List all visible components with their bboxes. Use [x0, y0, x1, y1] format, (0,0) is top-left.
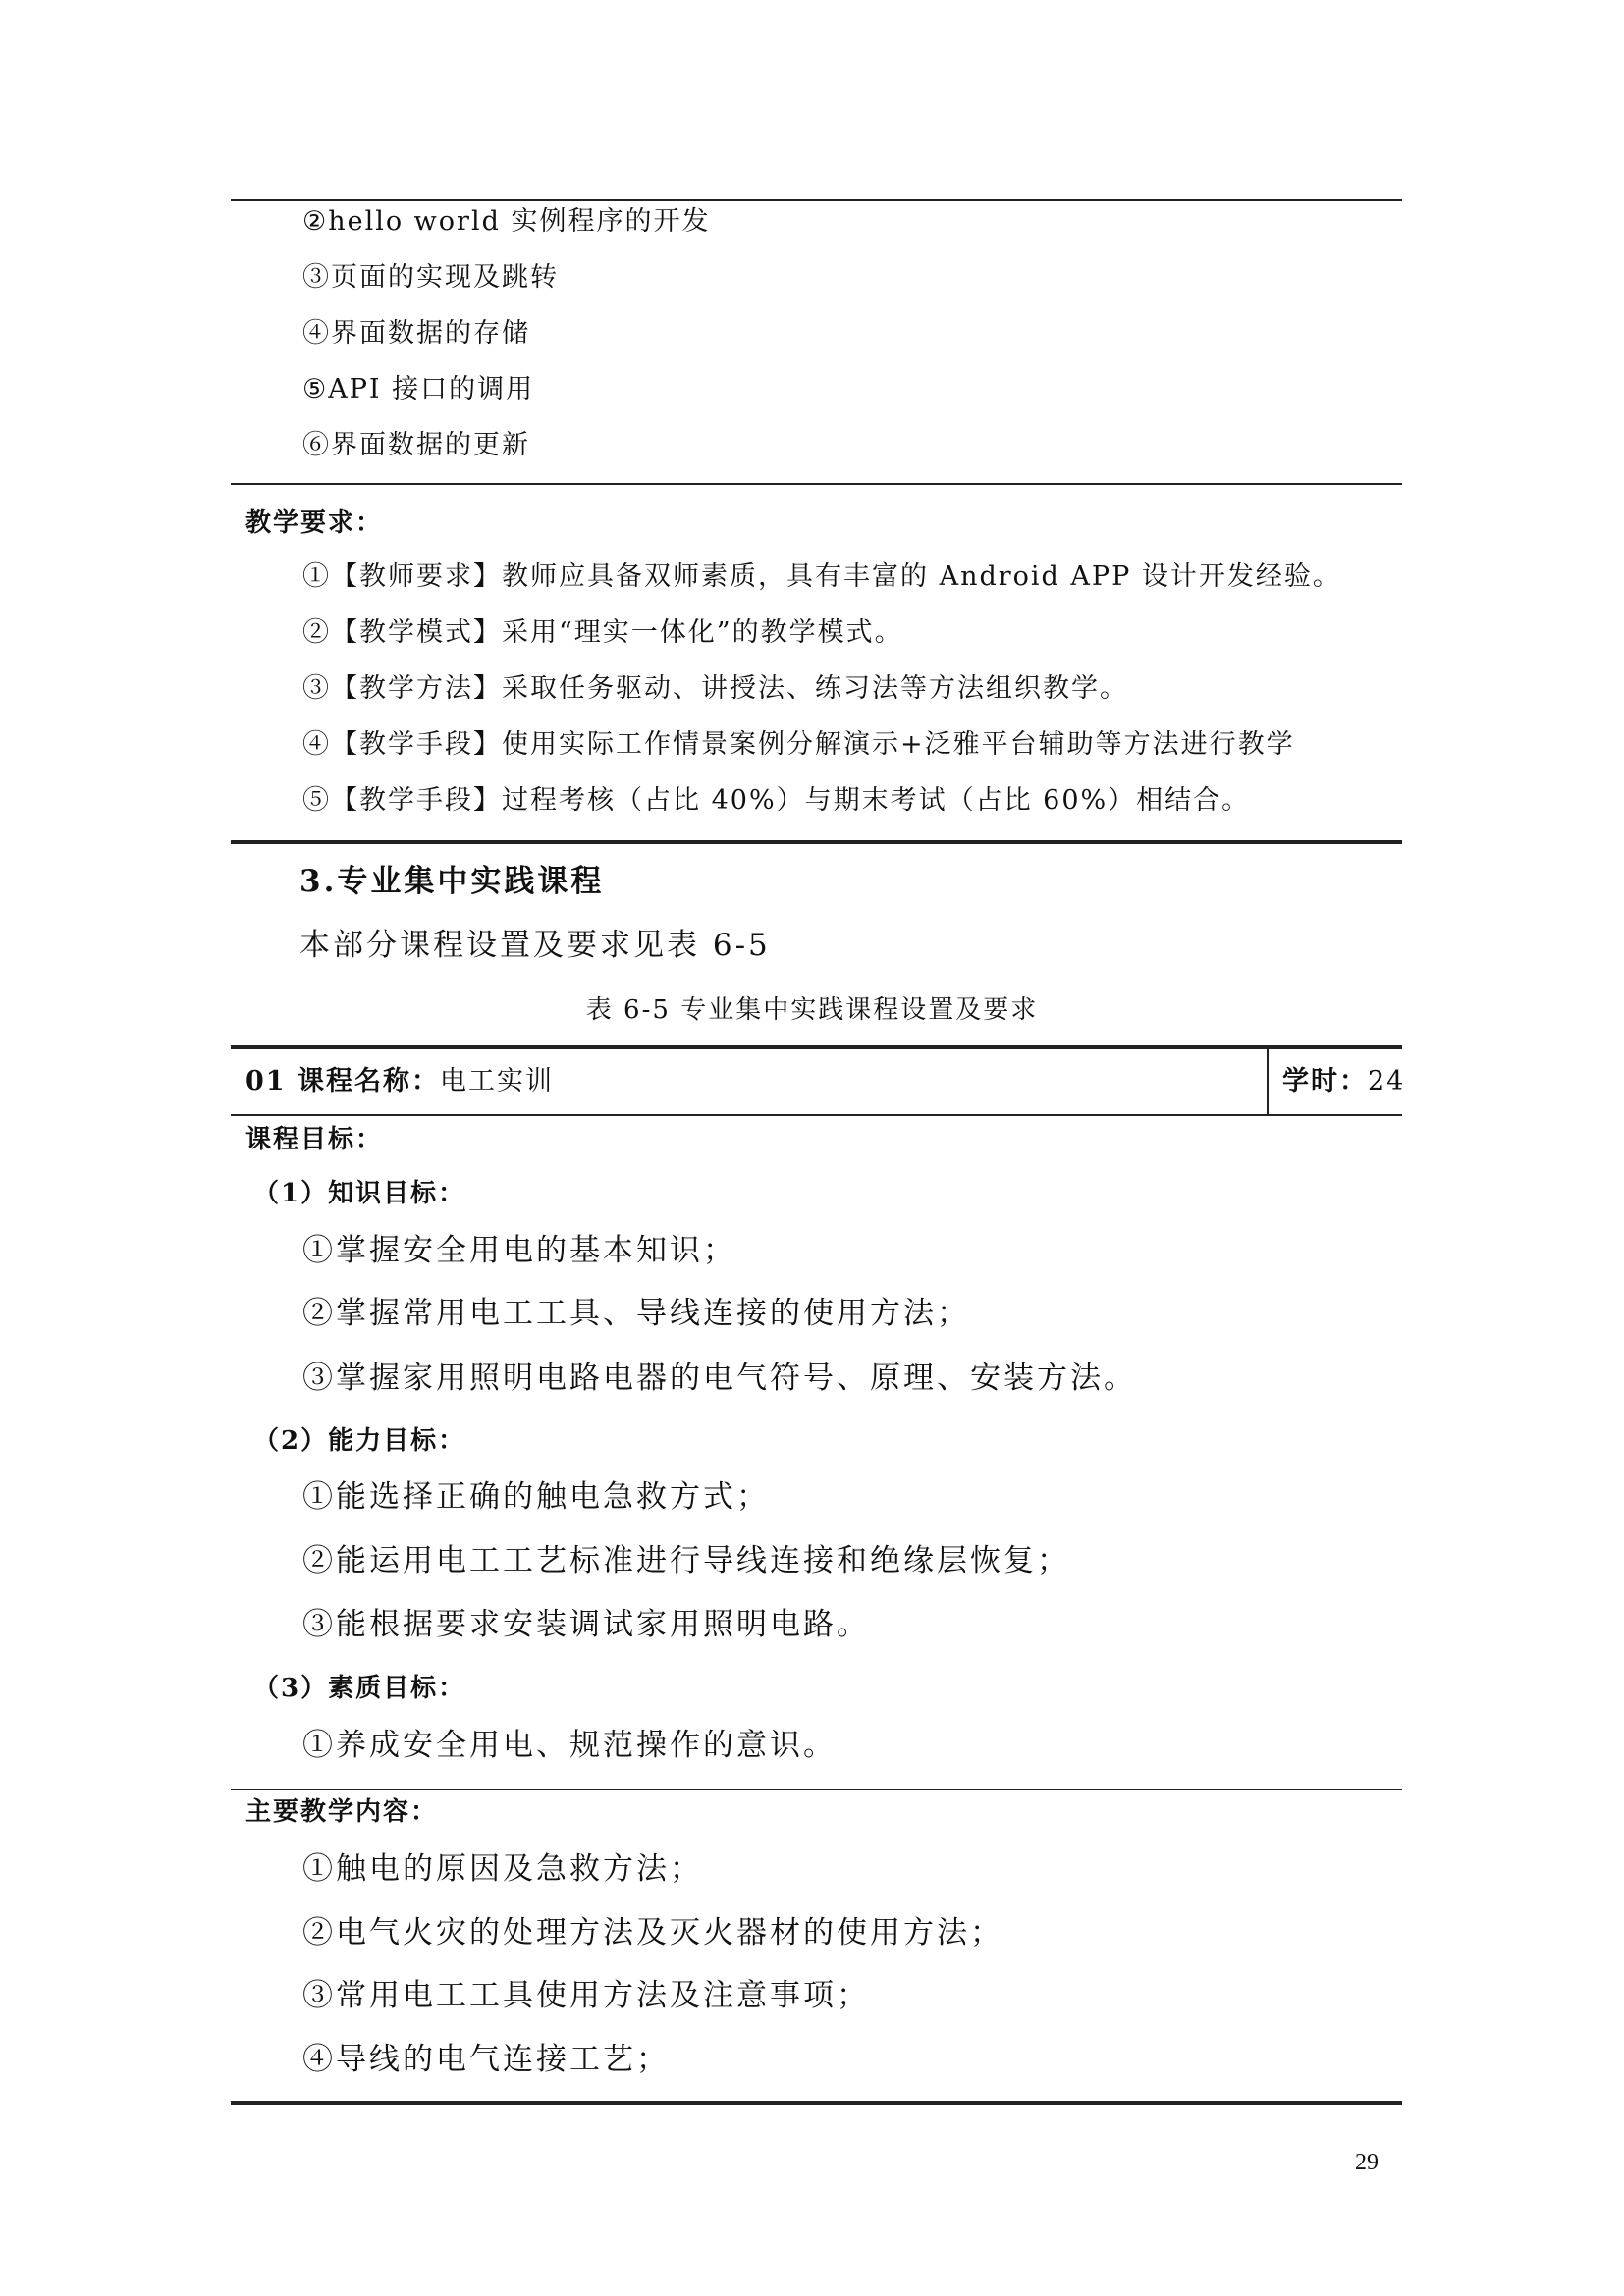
course-name-row	[245, 1064, 554, 1099]
list-item: ②电气火灾的处理方法及灭火器材的使用方法；	[302, 1915, 1003, 1950]
objectives-label: 课程目标：	[245, 1125, 384, 1154]
table-rule	[231, 199, 1402, 201]
list-item: ①触电的原因及急救方法；	[302, 1851, 703, 1887]
section-intro: 本部分课程设置及要求见表 6-5	[299, 928, 771, 963]
list-item: ①【教师要求】教师应具备双师素质，具有丰富的 Android APP 设计开发经验。	[302, 561, 1341, 592]
list-item: ⑤API 接口的调用	[302, 374, 535, 404]
list-item: ①养成安全用电、规范操作的意识。	[302, 1728, 837, 1763]
course-hours-label: 学时：	[1282, 1066, 1368, 1096]
knowledge-label: （1）知识目标：	[253, 1179, 466, 1208]
table-rule	[231, 483, 1402, 485]
list-item: ②hello world 实例程序的开发	[302, 206, 711, 237]
course-hours	[1282, 1064, 1405, 1099]
list-item: ③常用电工工具使用方法及注意事项；	[302, 1978, 870, 2013]
list-item: ②能运用电工工艺标准进行导线连接和绝缘层恢复；	[302, 1543, 1070, 1578]
course-name-label: 01 课程名称：	[245, 1066, 440, 1096]
list-item: ①掌握安全用电的基本知识；	[302, 1233, 736, 1268]
section-heading: 3.专业集中实践课程	[299, 864, 605, 899]
list-item: ③【教学方法】采取任务驱动、讲授法、练习法等方法组织教学。	[302, 673, 1128, 704]
table-bottom-rule	[231, 840, 1402, 844]
list-item: ③页面的实现及跳转	[302, 262, 559, 293]
table-bottom-rule	[231, 2101, 1402, 2105]
ability-label: （2）能力目标：	[253, 1426, 466, 1456]
list-item: ③掌握家用照明电路电器的电气符号、原理、安装方法。	[302, 1361, 1137, 1396]
table-caption: 表 6-5 专业集中实践课程设置及要求	[585, 995, 1039, 1025]
list-item: ②【教学模式】采用“理实一体化”的教学模式。	[302, 617, 903, 648]
table-top-rule	[231, 1045, 1402, 1049]
list-item: ②掌握常用电工工具、导线连接的使用方法；	[302, 1296, 970, 1331]
course-hours-value: 24	[1368, 1066, 1406, 1096]
quality-label: （3）素质目标：	[253, 1674, 466, 1703]
section-label: 教学要求：	[245, 508, 384, 538]
table-rule	[231, 1789, 1402, 1790]
list-item: ④【教学手段】使用实际工作情景案例分解演示+泛雅平台辅助等方法进行教学	[302, 729, 1295, 760]
list-item: ①能选择正确的触电急救方式；	[302, 1479, 770, 1515]
table-rule	[231, 1114, 1402, 1116]
table-column-divider	[1267, 1047, 1269, 1114]
list-item: ⑤【教学手段】过程考核（占比 40%）与期末考试（占比 60%）相结合。	[302, 785, 1251, 816]
list-item: ③能根据要求安装调试家用照明电路。	[302, 1607, 870, 1642]
list-item: ④导线的电气连接工艺；	[302, 2042, 670, 2077]
content-label: 主要教学内容：	[245, 1797, 439, 1827]
list-item: ⑥界面数据的更新	[302, 430, 530, 460]
page-number: 29	[1355, 2150, 1379, 2175]
course-name-value: 电工实训	[439, 1066, 554, 1096]
list-item: ④界面数据的存储	[302, 318, 530, 348]
